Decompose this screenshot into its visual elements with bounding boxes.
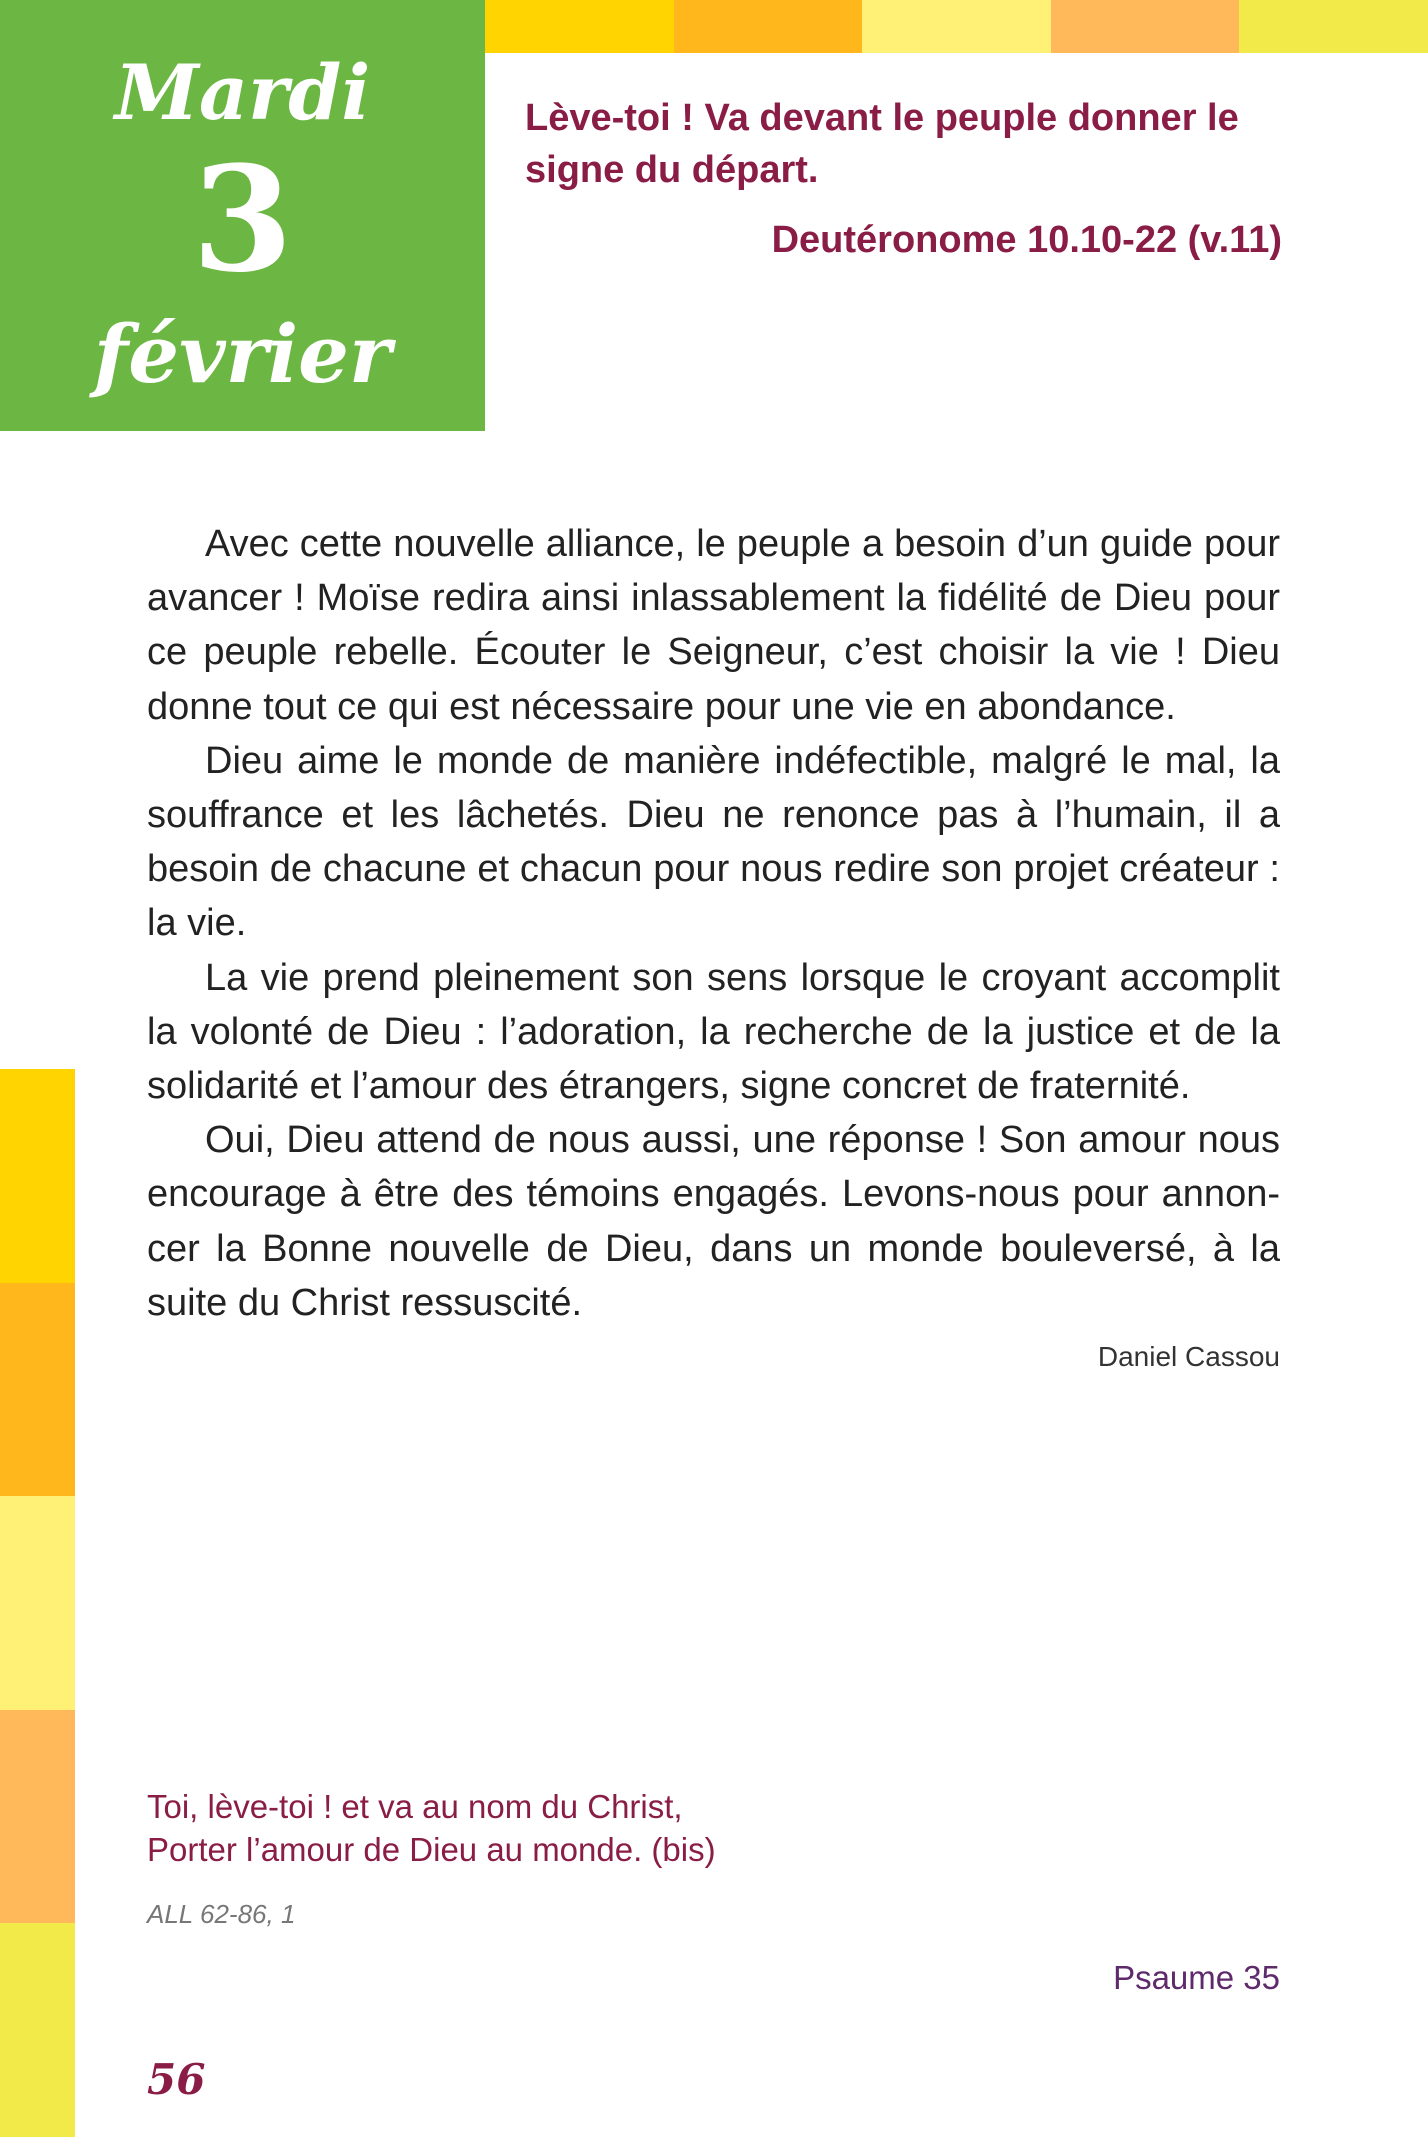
- side-stripe-segment: [0, 1923, 75, 2137]
- date-block: [0, 0, 485, 431]
- meditation-paragraph: Avec cette nouvelle alliance, le peuple a besoin d’un guide pour avancer ! Moïse redira ainsi inlassablement la fidélité de Dieu pour ce peuple rebelle. Écouter le Seigneur, c’est choisir la vie ! Dieu donne tout ce qui est nécessaire pour une vie en abondance.: [147, 523, 1280, 728]
- top-stripe-segment: [674, 0, 863, 53]
- refrain-line: Porter l’amour de Dieu au monde. (bis): [147, 1831, 716, 1868]
- top-stripe-segment: [1239, 0, 1428, 53]
- psalm-reference: Psaume 35: [1113, 1959, 1280, 1996]
- top-stripe-segment: [1051, 0, 1240, 53]
- date-weekday: Mardi: [114, 48, 371, 137]
- hymn-refrain: [147, 1785, 1047, 1871]
- verse-of-the-day: Lève-toi ! Va devant le peuple donner le signe du départ.: [525, 97, 1239, 191]
- side-stripe-segment: [0, 1069, 75, 1283]
- page-number: 56: [147, 2055, 206, 2104]
- author-signature: Daniel Cassou: [1097, 1341, 1280, 1372]
- meditation-paragraph: Dieu aime le monde de manière indéfectible, malgré le mal, la souffrance et les lâchetés. Dieu ne renonce pas à l’humain, il a besoin de chacune et chacun pour nous redire son projet créateur : la vie.: [147, 739, 1280, 945]
- hymn-reference: ALL 62-86, 1: [147, 1899, 296, 1929]
- date-month: février: [93, 307, 392, 401]
- meditation-paragraph: La vie prend pleinement son sens lorsque le croyant accomplit la volonté de Dieu : l’adoration, la recherche de la justice et de la solidarité et l’amour des étrangers, signe concret de fraternité.: [147, 956, 1280, 1108]
- meditation-text: [147, 517, 1280, 1330]
- top-stripe-segment: [485, 0, 674, 53]
- side-stripe-segment: [0, 1496, 75, 1710]
- refrain-line: Toi, lève-toi ! et va au nom du Christ,: [147, 1788, 683, 1825]
- verse-reference: Deutéronome 10.10-22 (v.11): [771, 219, 1282, 261]
- meditation-paragraph: Oui, Dieu attend de nous aussi, une réponse ! Son amour nous encourage à être des témoins engagés. Levons-nous pour annoncer la Bonne nouvelle de Dieu, dans un monde bouleversé, à la suite du Christ ressuscité.: [147, 1119, 1280, 1324]
- date-day-number: 3: [192, 135, 293, 305]
- side-color-stripe: [0, 1069, 75, 2137]
- top-color-stripe: [485, 0, 1428, 53]
- side-stripe-segment: [0, 1283, 75, 1497]
- top-stripe-segment: [862, 0, 1051, 53]
- side-stripe-segment: [0, 1710, 75, 1924]
